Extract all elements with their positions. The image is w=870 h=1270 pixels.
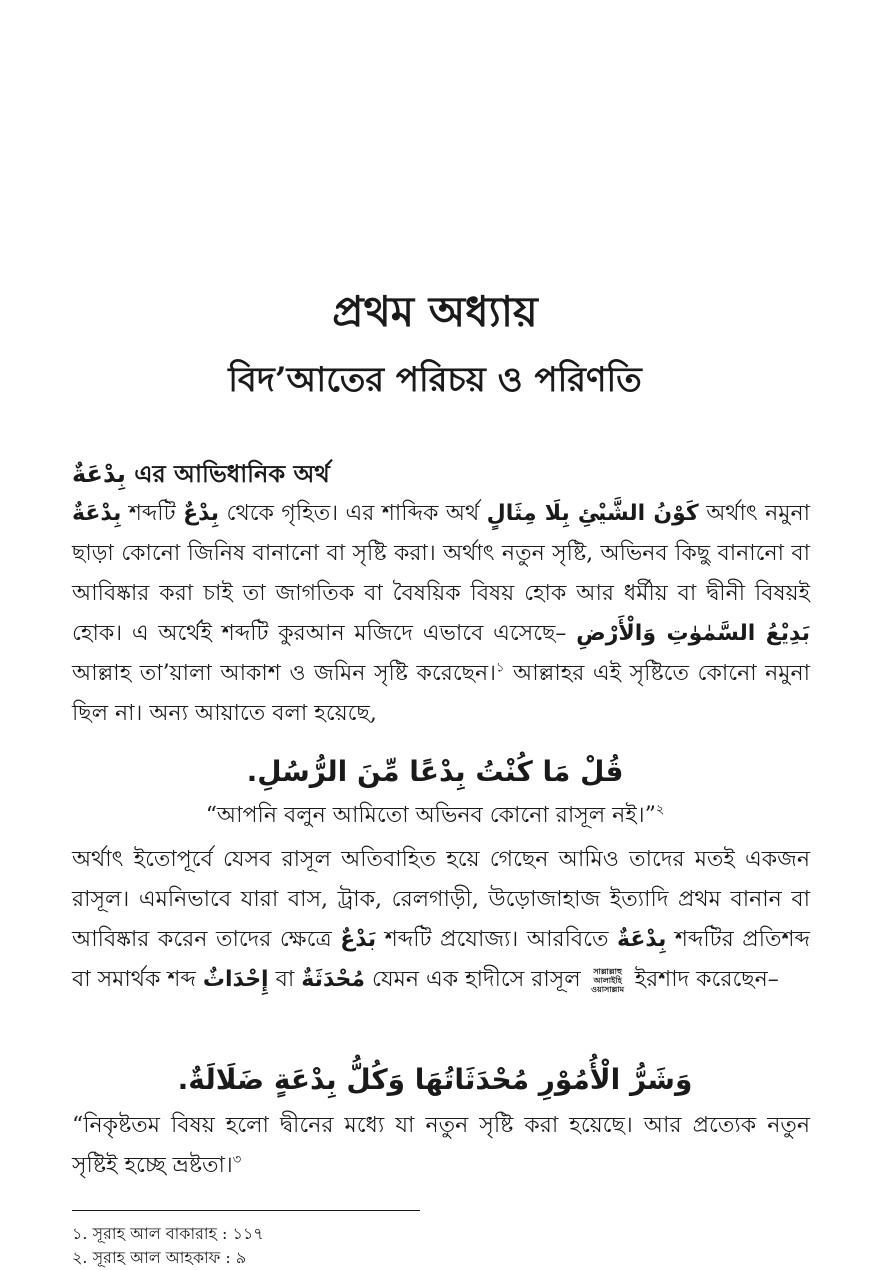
arabic-word: مُحْدَثَةٌ: [301, 967, 366, 992]
arabic-word: بِدْعَةٌ: [617, 927, 667, 952]
translation-text: “আপনি বলুন আমিতো অভিনব কোনো রাসূল নই।”: [205, 803, 656, 828]
arabic-word: بَدْعٌ: [340, 927, 377, 952]
quran-verse: قُلْ مَا كُنْتُ بِدْعًا مِّنَ الرُّسُلِ.: [246, 755, 624, 788]
footnote-ref: ২: [655, 802, 665, 818]
paragraph-text: যেমন এক হাদীসে রাসূল: [365, 967, 588, 992]
paragraph-text: ইরশাদ করেছেন–: [627, 967, 779, 992]
footnote-ref: ৩: [232, 1152, 242, 1168]
arabic-word: إِحْدَاثٌ: [202, 967, 269, 992]
paragraph-text: বা: [268, 967, 302, 992]
paragraph-definition: [72, 494, 810, 734]
section-heading: [72, 456, 330, 492]
arabic-word: بِدْعَةٌ: [72, 501, 122, 526]
chapter-title: প্রথম অধ্যায়: [332, 287, 538, 336]
paragraph-text: আল্লাহর এই সৃষ্টিতে কোনো নমুনা ছিল না। অন্য আয়াতে বলা হয়েছে,: [72, 661, 811, 726]
paragraph-text: থেকে গৃহিত। এর শাব্দিক অর্থ: [219, 501, 487, 526]
hadith-translation: [72, 1106, 810, 1186]
arabic-term: بِدْعَةٌ: [72, 460, 126, 488]
paragraph-explanation: [72, 840, 810, 1000]
footnotes: [72, 1222, 264, 1270]
footnote-divider: [72, 1210, 420, 1211]
paragraph-text: অর্থাৎ ইতোপূর্বে যেসব রাসূল অতিবাহিত হয়ে গেছেন আমিও তাদের মতই একজন রাসূল। এমনিভাবে যারা বাস, ট্রাক, রেলগাড়ী, উড়োজাহাজ ইত্যাদি প্রথম বানান বা আবিষ্কার করেন তাদের ক্ষেত্রে: [72, 847, 810, 952]
paragraph-text: শব্দটি: [121, 501, 184, 526]
chapter-subtitle: বিদ’আতের পরিচয় ও পরিণতি: [228, 360, 642, 400]
footnote-item: ১. সূরাহ আল বাকারাহ : ১১৭: [72, 1224, 264, 1243]
paragraph-text: আল্লাহ তা’য়ালা আকাশ ও জমিন সৃষ্টি করেছেন।: [72, 661, 497, 686]
paragraph-text: শব্দটির প্রতিশব্দ বা সমার্থক শব্দ: [72, 927, 810, 992]
paragraph-text: “নিকৃষ্টতম বিষয় হলো দ্বীনের মধ্যে যা নতুন সৃষ্টি করা হয়েছে। আর প্রত্যেক নতুন সৃষ্টিই হচ্ছে ভ্রষ্টতা।: [72, 1113, 810, 1178]
honorific-salutation: সাল্লাল্লাহু আলাইহি ওয়াসাল্লাম: [591, 966, 625, 994]
hadith-arabic: وَشَرُّ الْأُمُوْرِ مُحْدَثَاتُهَا وَكُلُّ بِدْعَةٍ ضَلَالَةٌ.: [177, 1063, 693, 1096]
paragraph-text: শব্দটি প্রযোজ্য। আরবিতে: [376, 927, 618, 952]
arabic-phrase: بَدِيْعُ السَّمٰوٰتِ وَالْأَرْضِ: [576, 621, 810, 646]
section-heading-text: এর আভিধানিক অর্থ: [134, 459, 330, 488]
arabic-word: بِدْعٌ: [183, 501, 220, 526]
footnote-item: ২. সূরাহ আল আহকাফ : ৯: [72, 1248, 247, 1267]
verse-translation: [0, 798, 870, 834]
paragraph-text: অর্থাৎ নমুনা ছাড়া কোনো জিনিষ বানানো বা সৃষ্টি করা। অর্থাৎ নতুন সৃষ্টি, অভিনব কিছু বানানো বা আবিষ্কার করা চাই তা জাগতিক বা বৈষয়িক বিষয় হোক আর ধর্মীয় বা দ্বীনী বিষয়ই হোক। এ অর্থেই শব্দটি কুরআন মজিদে এভাবে এসেছে–: [72, 501, 810, 646]
arabic-phrase: كَوْنُ الشَّيْئِ بِلَا مِثَالٍ: [486, 501, 699, 526]
footnote-ref: ১: [496, 660, 505, 676]
